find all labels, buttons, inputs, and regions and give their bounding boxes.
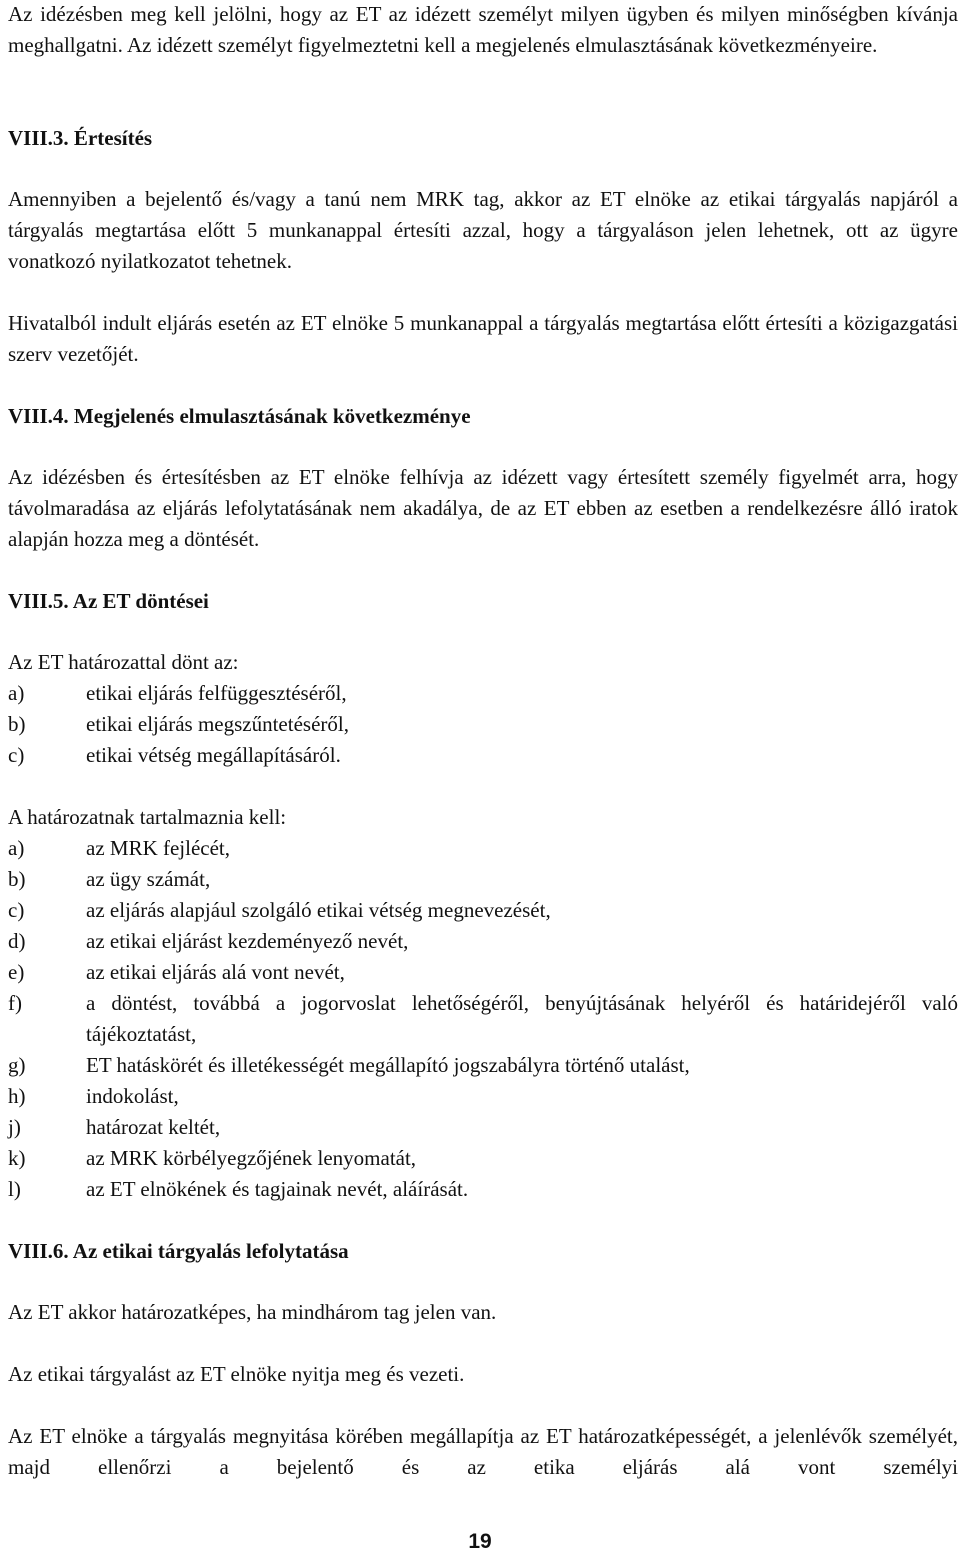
list-item [8, 709, 958, 740]
list-item [8, 1174, 958, 1205]
list-item-label: c) [8, 898, 25, 922]
list-item-text: indokolást, [86, 1084, 179, 1108]
list-item-label: k) [8, 1146, 26, 1170]
section-3-paragraph-2: Hivatalból indult eljárás esetén az ET elnöke 5 munkanappal a tárgyalás megtartása előtt értesíti a közigazgatási szerv vezetőjét. [8, 311, 958, 366]
list-item [8, 864, 958, 895]
list-item-label: l) [8, 1177, 21, 1201]
list-item-text: határozat keltét, [86, 1115, 221, 1139]
list-item [8, 678, 958, 709]
list-item [8, 833, 958, 864]
page-number: 19 [468, 1530, 492, 1553]
intro-paragraph: Az idézésben meg kell jelölni, hogy az ET az idézett személyt milyen ügyben és milyen minőségben kívánja meghallgatni. Az idézett személyt figyelmeztetni kell a megjelenés elmulasztásának következményeire. [8, 2, 958, 57]
list-item [8, 957, 958, 988]
section-heading-viii-4: VIII.4. Megjelenés elmulasztásának következménye [8, 404, 471, 428]
section-heading-viii-5: VIII.5. Az ET döntései [8, 589, 209, 613]
list-item-text: az eljárás alapjául szolgáló etikai vétség megnevezését, [86, 898, 551, 922]
list-item-text: az MRK körbélyegzőjének lenyomatát, [86, 1146, 417, 1170]
list-item-text: az MRK fejlécét, [86, 836, 231, 860]
list-item [8, 895, 958, 926]
section-6-paragraph-2: Az etikai tárgyalást az ET elnöke nyitja meg és vezeti. [8, 1362, 465, 1386]
decision-list-intro: Az ET határozattal dönt az: [8, 650, 239, 674]
section-4-paragraph-1: Az idézésben és értesítésben az ET elnöke felhívja az idézett vagy értesített személy figyelmét arra, hogy távolmaradása az eljárás lefolytatásának nem akadálya, de az ET ebben az esetben a rendelkezésre álló iratok alapján hozza meg a döntését. [8, 465, 958, 551]
list-item [8, 1143, 958, 1174]
list-item-text: az etikai eljárást kezdeményező nevét, [86, 929, 409, 953]
list-item [8, 988, 958, 1050]
list-item-label: b) [8, 712, 26, 736]
list-item-text: a döntést, továbbá a jogorvoslat lehetőségéről, benyújtásának helyéről és határidejéről való tájékoztatást, [86, 991, 958, 1046]
list-item-text: etikai eljárás megszűntetéséről, [86, 712, 349, 736]
list-item-label: j) [8, 1115, 21, 1139]
list-item [8, 740, 958, 771]
list-item-label: e) [8, 960, 25, 984]
section-6-paragraph-1: Az ET akkor határozatképes, ha mindhárom tag jelen van. [8, 1300, 497, 1324]
list-item [8, 1081, 958, 1112]
resolution-contents-list [8, 833, 958, 1205]
list-item-label: a) [8, 836, 25, 860]
list-item [8, 1050, 958, 1081]
list-item-label: g) [8, 1053, 26, 1077]
list-item-text: az ET elnökének és tagjainak nevét, aláírását. [86, 1177, 469, 1201]
list-item-label: d) [8, 929, 26, 953]
list-item-text: ET hatáskörét és illetékességét megállapító jogszabályra történő utalást, [86, 1053, 690, 1077]
resolution-contents-intro: A határozatnak tartalmaznia kell: [8, 805, 287, 829]
list-item-text: etikai vétség megállapításáról. [86, 743, 341, 767]
list-item [8, 926, 958, 957]
section-3-paragraph-1: Amennyiben a bejelentő és/vagy a tanú nem MRK tag, akkor az ET elnöke az etikai tárgyalás napjáról a tárgyalás megtartása előtt 5 munkanappal értesíti azzal, hogy a tárgyaláson jelen lehetnek, ott az ügyre vonatkozó nyilatkozatot tehetnek. [8, 187, 958, 273]
list-item-label: c) [8, 743, 25, 767]
section-6-paragraph-3: Az ET elnöke a tárgyalás megnyitása körében megállapítja az ET határozatképességét, a jelenlévők személyét, majd ellenőrzi a bejelentő és az etika eljárás alá vont személyi [8, 1424, 958, 1479]
list-item-label: a) [8, 681, 25, 705]
list-item [8, 1112, 958, 1143]
list-item-label: b) [8, 867, 26, 891]
section-heading-viii-3: VIII.3. Értesítés [8, 126, 153, 150]
list-item-text: az ügy számát, [86, 867, 211, 891]
list-item-text: az etikai eljárás alá vont nevét, [86, 960, 345, 984]
list-item-label: h) [8, 1084, 26, 1108]
decision-list [8, 678, 958, 771]
list-item-label: f) [8, 991, 22, 1015]
section-heading-viii-6: VIII.6. Az etikai tárgyalás lefolytatása [8, 1239, 349, 1263]
list-item-text: etikai eljárás felfüggesztéséről, [86, 681, 347, 705]
